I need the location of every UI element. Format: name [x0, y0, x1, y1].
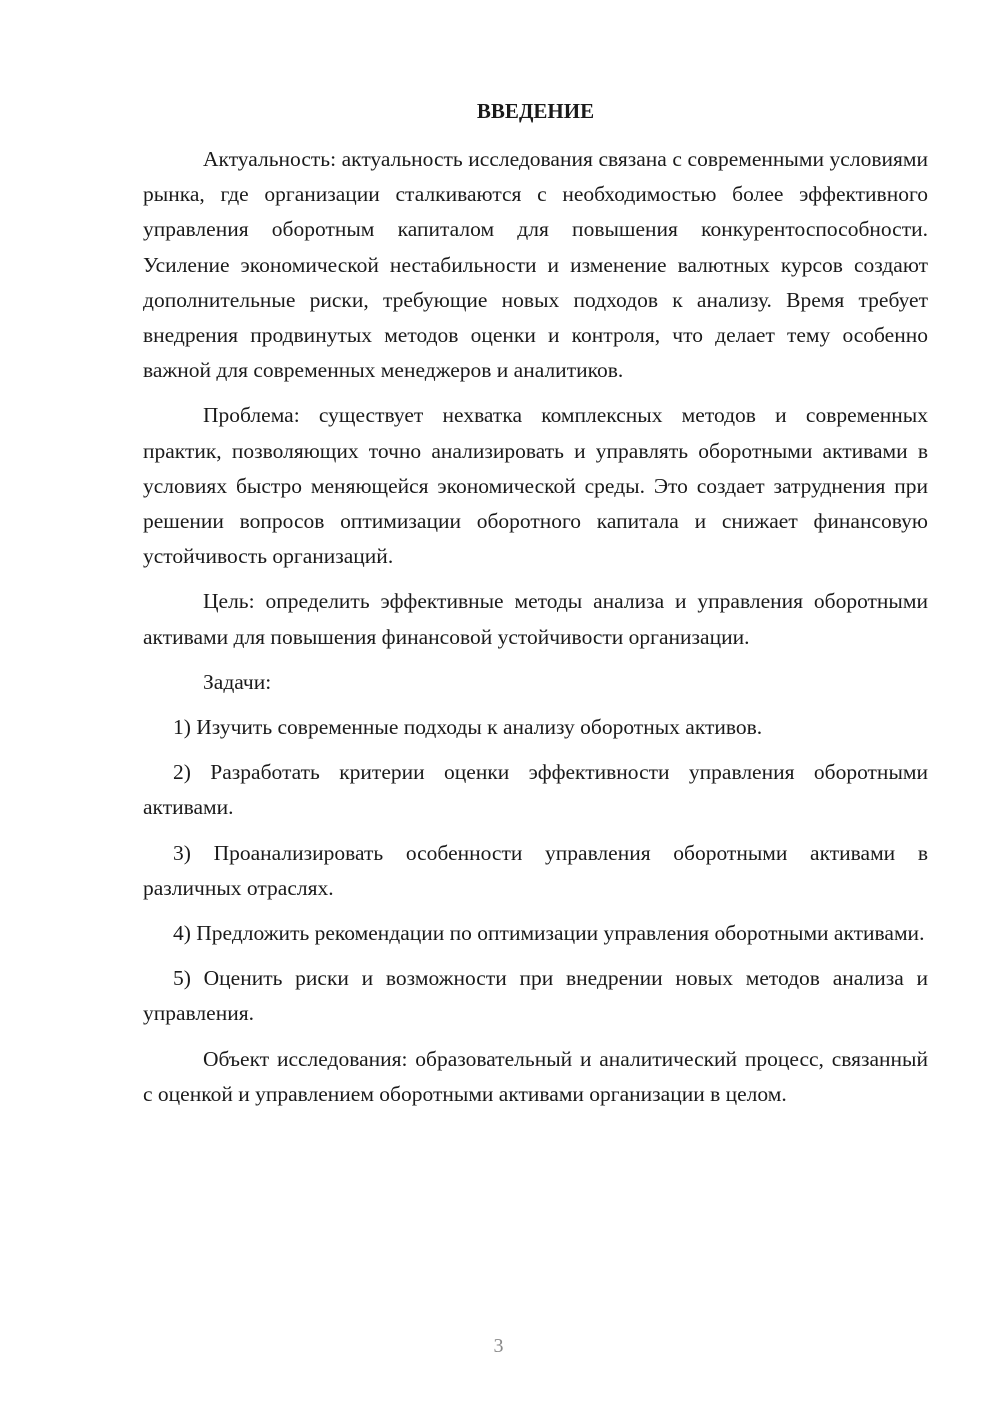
task-item-3: 3) Проанализировать особенности управления оборотными активами в различных отраслях. [143, 840, 928, 900]
task-item-2: 2) Разработать критерии оценки эффективности управления оборотными активами. [143, 760, 928, 820]
goal-paragraph: Цель: определить эффективные методы анализа и управления оборотными активами для повышения финансовой устойчивости организации. [143, 589, 928, 649]
task-item-1: 1) Изучить современные подходы к анализу оборотных активов. [173, 715, 763, 740]
page-number: 3 [493, 1335, 504, 1357]
problem-paragraph: Проблема: существует нехватка комплексных методов и современных практик, позволяющих точно анализировать и управлять оборотными активами в условиях быстро меняющейся экономической среды. Это создает затруднения при решении вопросов оптимизации оборотного капитала и снижает финансовую устойчивость организаций. [143, 403, 928, 569]
relevance-paragraph: Актуальность: актуальность исследования связана с современными условиями рынка, где организации сталкиваются с необходимостью более эффективного управления оборотным капиталом для повышения конкурентоспособности. Усиление экономической нестабильности и изменение валютных курсов создают дополнительные риски, требующие новых подходов к анализу. Время требует внедрения продвинутых методов оценки и контроля, что делает тему особенно важной для современных менеджеров и аналитиков. [143, 147, 928, 383]
object-paragraph: Объект исследования: образовательный и аналитический процесс, связанный с оценкой и управлением оборотными активами организации в целом. [143, 1046, 928, 1106]
document-page [143, 0, 928, 1414]
tasks-heading: Задачи: [203, 669, 272, 694]
task-item-4: 4) Предложить рекомендации по оптимизации управления оборотными активами. [173, 921, 925, 946]
task-item-5: 5) Оценить риски и возможности при внедрении новых методов анализа и управления. [143, 966, 928, 1026]
page-title: ВВЕДЕНИЕ [476, 99, 595, 123]
document-body [143, 142, 928, 1122]
